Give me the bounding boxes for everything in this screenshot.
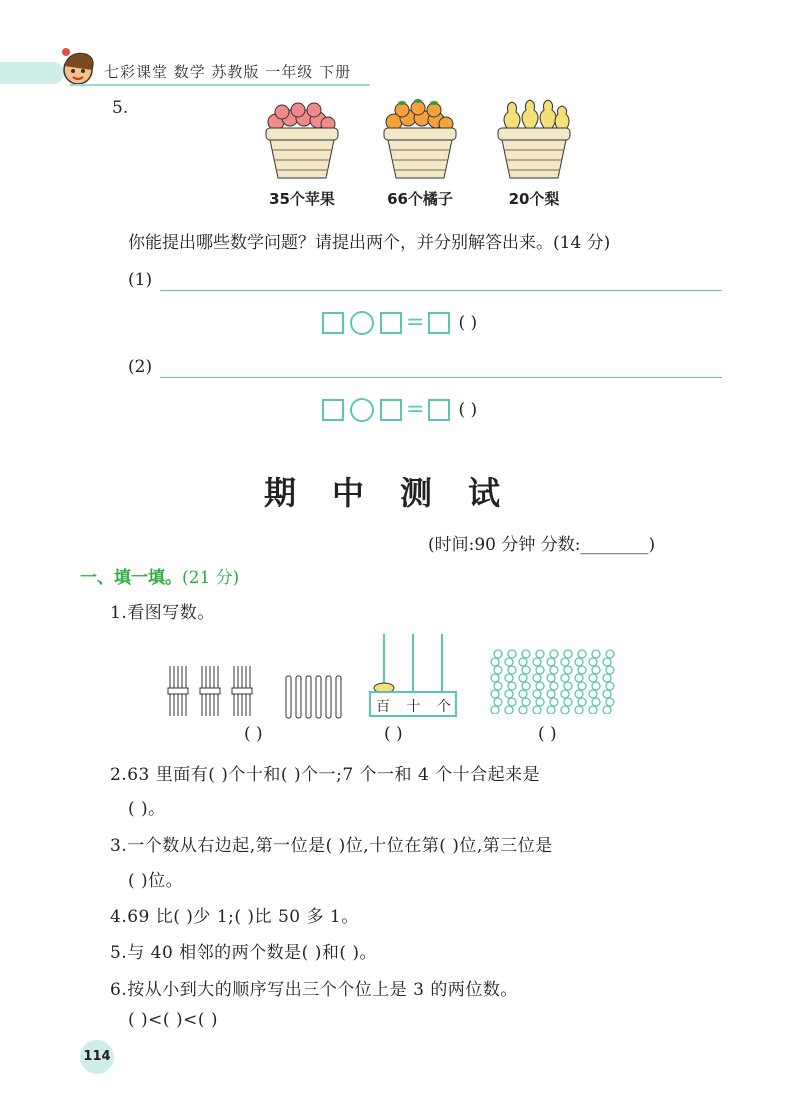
dot — [589, 706, 597, 714]
page-number: 114 — [80, 1040, 114, 1074]
dot — [519, 674, 527, 682]
dot — [564, 650, 572, 658]
pear-basket-icon — [494, 96, 574, 182]
dot — [508, 650, 516, 658]
dot — [589, 658, 597, 666]
dot — [494, 682, 502, 690]
dot — [533, 690, 541, 698]
dot — [592, 666, 600, 674]
equals-sign: = — [406, 397, 425, 422]
dot — [505, 674, 513, 682]
dot — [494, 698, 502, 706]
dot — [550, 650, 558, 658]
dot — [589, 674, 597, 682]
answer-blank-dots[interactable]: ( ) — [538, 724, 557, 744]
dot — [536, 666, 544, 674]
dots-count-icon — [488, 648, 628, 714]
single-sticks-icon — [282, 674, 346, 722]
q5-prompt: 你能提出哪些数学问题？请提出两个，并分别解答出来。(14 分) — [128, 233, 611, 253]
dot — [578, 650, 586, 658]
dot — [508, 698, 516, 706]
dot — [564, 698, 572, 706]
dot — [606, 666, 614, 674]
dot — [578, 698, 586, 706]
dot — [606, 650, 614, 658]
header-line — [70, 84, 370, 86]
section-1-points: (21 分) — [182, 568, 240, 588]
question-6-answer[interactable]: ( )<( )<( ) — [128, 1010, 218, 1030]
dot — [603, 690, 611, 698]
question-5: 5.与 40 相邻的两个数是( )和( )。 — [110, 943, 377, 963]
equation-box[interactable] — [380, 399, 402, 421]
orange-basket-icon — [380, 98, 460, 182]
question-1: 1.看图写数。 — [110, 603, 215, 623]
dot — [592, 682, 600, 690]
dot — [536, 698, 544, 706]
dot — [561, 658, 569, 666]
dot — [592, 650, 600, 658]
exam-time-info: (时间:90 分钟 分数:________) — [428, 535, 656, 555]
dot — [564, 682, 572, 690]
section-1-heading — [80, 563, 239, 588]
question-4: 4.69 比( )少 1;( )比 50 多 1。 — [110, 907, 359, 927]
dot — [550, 666, 558, 674]
dot — [547, 690, 555, 698]
question-3-cont: ( )位。 — [128, 871, 184, 891]
equation-row-1 — [322, 310, 477, 335]
equation-box[interactable] — [322, 312, 344, 334]
question-6: 6.按从小到大的顺序写出三个个位上是 3 的两位数。 — [110, 980, 518, 1000]
dot — [589, 690, 597, 698]
dot — [508, 682, 516, 690]
equation-box[interactable] — [380, 312, 402, 334]
unit-blank[interactable]: ( ) — [458, 399, 478, 420]
dot — [578, 666, 586, 674]
dot — [522, 698, 530, 706]
equation-box[interactable] — [428, 312, 450, 334]
dot — [505, 658, 513, 666]
dot — [494, 650, 502, 658]
apple-basket-icon — [262, 100, 342, 182]
dot — [561, 674, 569, 682]
bundles-of-ten-icon — [164, 662, 264, 722]
dot — [491, 658, 499, 666]
answer-blank-bundles[interactable]: ( ) — [244, 724, 263, 744]
q5-sub1-label: (1) — [128, 270, 153, 290]
dot — [547, 674, 555, 682]
dot — [547, 706, 555, 714]
answer-line-1[interactable] — [160, 290, 722, 291]
dot — [491, 706, 499, 714]
dot — [561, 706, 569, 714]
abacus-label: 百 十 个 — [376, 699, 457, 715]
basket-label-oranges: 66个橘子 — [387, 190, 453, 208]
dot — [533, 674, 541, 682]
q5-number: 5. — [112, 98, 129, 118]
equals-sign: = — [406, 310, 425, 335]
dot — [578, 682, 586, 690]
dot — [519, 706, 527, 714]
dot — [592, 698, 600, 706]
dot — [561, 690, 569, 698]
dot — [603, 658, 611, 666]
dot — [522, 682, 530, 690]
dot — [536, 682, 544, 690]
dot — [575, 690, 583, 698]
operator-circle[interactable] — [350, 311, 374, 335]
dot — [564, 666, 572, 674]
equation-box[interactable] — [322, 399, 344, 421]
dot — [491, 674, 499, 682]
answer-blank-abacus[interactable]: ( ) — [384, 724, 403, 744]
equation-row-2 — [322, 397, 477, 422]
dot — [491, 690, 499, 698]
dot — [505, 690, 513, 698]
dot — [606, 698, 614, 706]
dot — [533, 658, 541, 666]
header-band — [0, 62, 64, 84]
dot — [522, 650, 530, 658]
dot — [505, 706, 513, 714]
basket-label-apples: 35个苹果 — [269, 190, 335, 208]
dot — [603, 706, 611, 714]
dot — [533, 706, 541, 714]
operator-circle[interactable] — [350, 398, 374, 422]
dot — [603, 674, 611, 682]
answer-line-2[interactable] — [160, 377, 722, 378]
dot — [522, 666, 530, 674]
question-2: 2.63 里面有( )个十和( )个一;7 个一和 4 个十合起来是 — [110, 765, 541, 785]
dot — [550, 698, 558, 706]
dot — [508, 666, 516, 674]
unit-blank[interactable]: ( ) — [458, 312, 478, 333]
basket-label-pears: 20个梨 — [508, 190, 560, 208]
q5-sub2-label: (2) — [128, 357, 153, 377]
dot — [547, 658, 555, 666]
dot — [606, 682, 614, 690]
exam-title: 期中测试 — [263, 474, 536, 512]
dot — [575, 658, 583, 666]
header-text: 七彩课堂 数学 苏教版 一年级 下册 — [104, 63, 352, 81]
question-2-cont: ( )。 — [128, 799, 166, 819]
dot — [575, 706, 583, 714]
section-1-title: 一、填一填。 — [80, 568, 182, 588]
equation-box[interactable] — [428, 399, 450, 421]
dot — [519, 690, 527, 698]
dot — [550, 682, 558, 690]
dot — [519, 658, 527, 666]
dot — [575, 674, 583, 682]
dot — [536, 650, 544, 658]
question-3: 3.一个数从右边起,第一位是( )位,十位在第( )位,第三位是 — [110, 836, 553, 856]
dot — [494, 666, 502, 674]
